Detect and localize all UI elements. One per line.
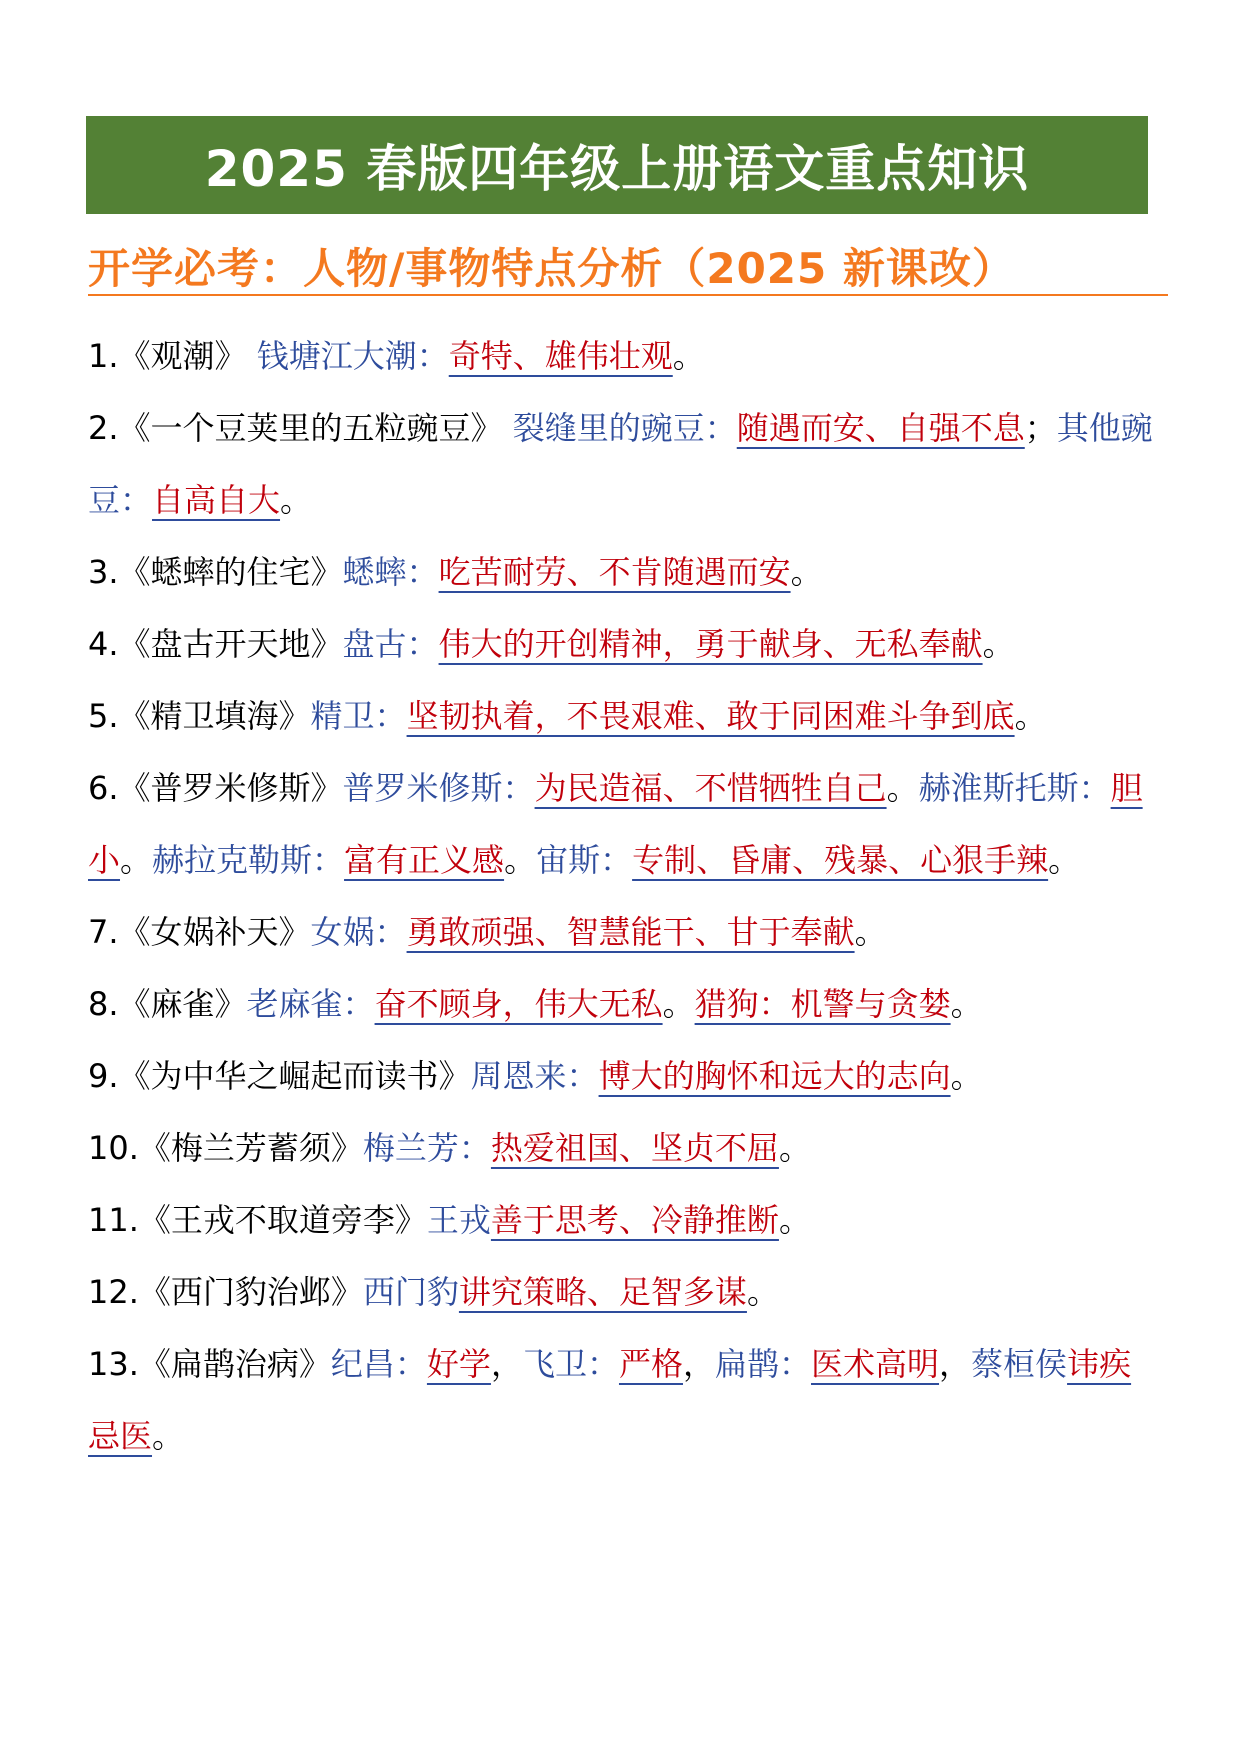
item-text: 。 <box>982 625 1015 663</box>
item-text: 6.《普罗米修斯》 <box>88 769 343 807</box>
character-label: 扁鹊： <box>715 1345 812 1383</box>
item-text: 。 <box>152 1417 185 1455</box>
item-text: 。 <box>746 1273 779 1311</box>
item-text: 。 <box>504 841 537 879</box>
item-text: 。 <box>672 337 705 375</box>
item-text: 。 <box>790 553 823 591</box>
subtitle-divider <box>88 294 1168 296</box>
item-text: 。 <box>662 985 695 1023</box>
trait-text: 好学 <box>426 1345 491 1383</box>
item-text: 。 <box>778 1129 811 1167</box>
trait-text: 猎狗：机警与贪婪 <box>694 985 951 1023</box>
character-label: 女娲： <box>310 913 407 951</box>
item-text: 。 <box>1014 697 1047 735</box>
trait-text: 富有正义感 <box>344 841 505 879</box>
item-text: 13.《扁鹊治病》 <box>88 1345 331 1383</box>
character-label: 蔡桓侯 <box>971 1345 1068 1383</box>
character-label: 老麻雀： <box>246 985 375 1023</box>
item-text: 。 <box>120 841 153 879</box>
character-label: 飞卫： <box>522 1345 619 1383</box>
list-item <box>88 1112 1160 1184</box>
item-text: 4.《盘古开天地》 <box>88 625 343 663</box>
character-label: 精卫： <box>310 697 407 735</box>
trait-text: 医术高明 <box>811 1345 940 1383</box>
trait-text: 讲究策略、足智多谋 <box>458 1273 747 1311</box>
title-banner <box>86 116 1148 214</box>
item-text: 。 <box>1048 841 1081 879</box>
item-text: 。 <box>778 1201 811 1239</box>
list-item <box>88 968 1160 1040</box>
trait-text: 胆小 <box>88 769 1143 879</box>
item-text: 11.《王戎不取道旁李》 <box>88 1201 427 1239</box>
item-text: 。 <box>280 481 313 519</box>
character-label: 钱塘江大潮： <box>256 337 449 375</box>
character-label: 西门豹 <box>362 1273 459 1311</box>
trait-text: 专制、昏庸、残暴、心狠手辣 <box>632 841 1049 879</box>
item-text: 5.《精卫填海》 <box>88 697 311 735</box>
character-label: 纪昌： <box>330 1345 427 1383</box>
character-label: 梅兰芳： <box>362 1129 491 1167</box>
item-text: ， <box>939 1345 972 1383</box>
character-label: 普罗米修斯： <box>342 769 535 807</box>
trait-text: 勇敢顽强、智慧能干、甘于奉献 <box>406 913 855 951</box>
item-text: 。 <box>886 769 919 807</box>
trait-text: 奋不顾身，伟大无私 <box>374 985 663 1023</box>
list-item <box>88 1328 1160 1472</box>
list-item <box>88 1256 1160 1328</box>
list-item <box>88 320 1160 392</box>
trait-text: 伟大的开创精神，勇于献身、无私奉献 <box>438 625 983 663</box>
trait-text: 奇特、雄伟壮观 <box>448 337 673 375</box>
item-text: 3.《蟋蟀的住宅》 <box>88 553 343 591</box>
section-subtitle: 开学必考：人物/事物特点分析（2025 新课改） <box>88 244 1015 293</box>
trait-text: 自高自大 <box>152 481 281 519</box>
item-text: 7.《女娲补天》 <box>88 913 311 951</box>
trait-text: 善于思考、冷静推断 <box>490 1201 779 1239</box>
knowledge-list <box>88 320 1160 1472</box>
trait-text: 为民造福、不惜牺牲自己 <box>534 769 887 807</box>
character-label: 其他豌豆： <box>88 409 1153 519</box>
list-item <box>88 392 1160 536</box>
item-text: 2.《一个豆荚里的五粒豌豆》 <box>88 409 513 447</box>
list-item <box>88 1040 1160 1112</box>
item-text: 。 <box>950 985 983 1023</box>
character-label: 王戎 <box>426 1201 491 1239</box>
item-text: ， <box>490 1345 523 1383</box>
item-text: 8.《麻雀》 <box>88 985 247 1023</box>
item-text: 1.《观潮》 <box>88 337 257 375</box>
character-label: 宙斯： <box>536 841 633 879</box>
character-label: 盘古： <box>342 625 439 663</box>
character-label: 周恩来： <box>470 1057 599 1095</box>
list-item <box>88 680 1160 752</box>
list-item <box>88 752 1160 896</box>
item-text: ； <box>1024 409 1057 447</box>
item-text: ， <box>682 1345 715 1383</box>
trait-text: 吃苦耐劳、不肯随遇而安 <box>438 553 791 591</box>
character-label: 赫淮斯托斯： <box>918 769 1111 807</box>
item-text: 9.《为中华之崛起而读书》 <box>88 1057 471 1095</box>
trait-text: 热爱祖国、坚贞不屈 <box>490 1129 779 1167</box>
page-title: 2025 春版四年级上册语文重点知识 <box>204 140 1030 198</box>
item-text: 10.《梅兰芳蓄须》 <box>88 1129 363 1167</box>
item-text: 12.《西门豹治邺》 <box>88 1273 363 1311</box>
trait-text: 随遇而安、自强不息 <box>736 409 1025 447</box>
character-label: 蟋蟀： <box>342 553 439 591</box>
item-text: 。 <box>854 913 887 951</box>
trait-text: 严格 <box>618 1345 683 1383</box>
list-item <box>88 608 1160 680</box>
trait-text: 坚韧执着，不畏艰难、敢于同困难斗争到底 <box>406 697 1015 735</box>
list-item <box>88 536 1160 608</box>
item-text: 。 <box>950 1057 983 1095</box>
trait-text: 博大的胸怀和远大的志向 <box>598 1057 951 1095</box>
list-item <box>88 896 1160 968</box>
trait-text: 讳疾忌医 <box>88 1345 1132 1455</box>
character-label: 赫拉克勒斯： <box>152 841 345 879</box>
list-item <box>88 1184 1160 1256</box>
character-label: 裂缝里的豌豆： <box>512 409 737 447</box>
